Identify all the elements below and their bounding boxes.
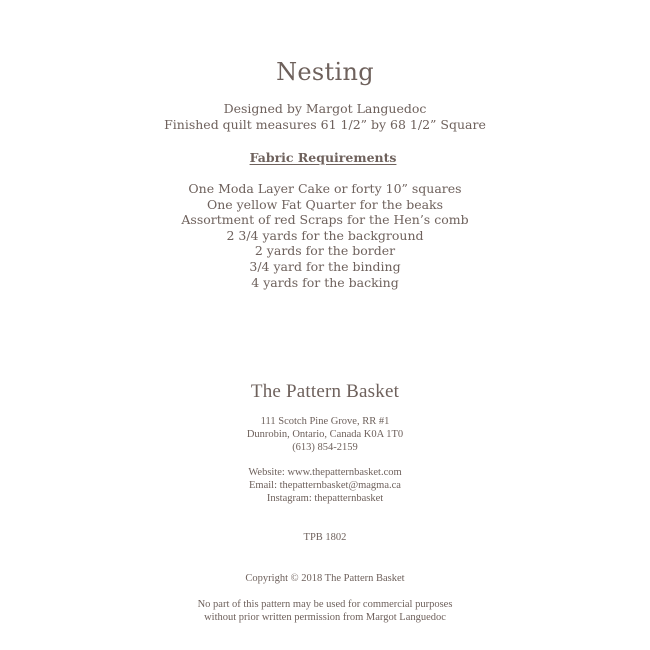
- requirement-item: One Moda Layer Cake or forty 10” squares: [188, 181, 462, 196]
- requirement-item: One yellow Fat Quarter for the beaks: [206, 196, 444, 212]
- website-link: Website: www.thepatternbasket.com: [248, 467, 402, 478]
- fabric-requirements-list: [0, 181, 650, 290]
- copyright-notice: Copyright © 2018 The Pattern Basket: [245, 573, 405, 584]
- address-phone: (613) 854-2159: [292, 442, 358, 453]
- quilt-size: Finished quilt measures 61 1/2” by 68 1/2” Square: [164, 117, 486, 132]
- address-city: Dunrobin, Ontario, Canada K0A 1T0: [246, 429, 404, 440]
- company-contact: [0, 466, 650, 505]
- requirement-item: 2 3/4 yards for the background: [226, 227, 424, 243]
- company-name: The Pattern Basket: [250, 381, 400, 402]
- usage-notice: [0, 598, 650, 624]
- pattern-subtitle: [0, 101, 650, 133]
- requirement-item: Assortment of red Scraps for the Hen’s comb: [181, 212, 469, 228]
- requirement-item: 4 yards for the backing: [251, 274, 399, 290]
- email-link: Email: thepatternbasket@magma.ca: [249, 480, 401, 491]
- fabric-requirements-heading: Fabric Requirements: [249, 150, 397, 165]
- designer-credit: Designed by Margot Languedoc: [223, 101, 427, 116]
- pattern-code: TPB 1802: [303, 532, 347, 543]
- pattern-title: Nesting: [276, 58, 374, 86]
- company-address: [0, 415, 650, 454]
- instagram-handle: Instagram: thepatternbasket: [266, 493, 384, 504]
- address-street: 111 Scotch Pine Grove, RR #1: [260, 416, 390, 427]
- usage-notice-line: No part of this pattern may be used for commercial purposes: [197, 599, 453, 610]
- usage-notice-line: without prior written permission from Margot Languedoc: [204, 612, 446, 623]
- requirement-item: 2 yards for the border: [254, 243, 396, 259]
- requirement-item: 3/4 yard for the binding: [249, 258, 401, 274]
